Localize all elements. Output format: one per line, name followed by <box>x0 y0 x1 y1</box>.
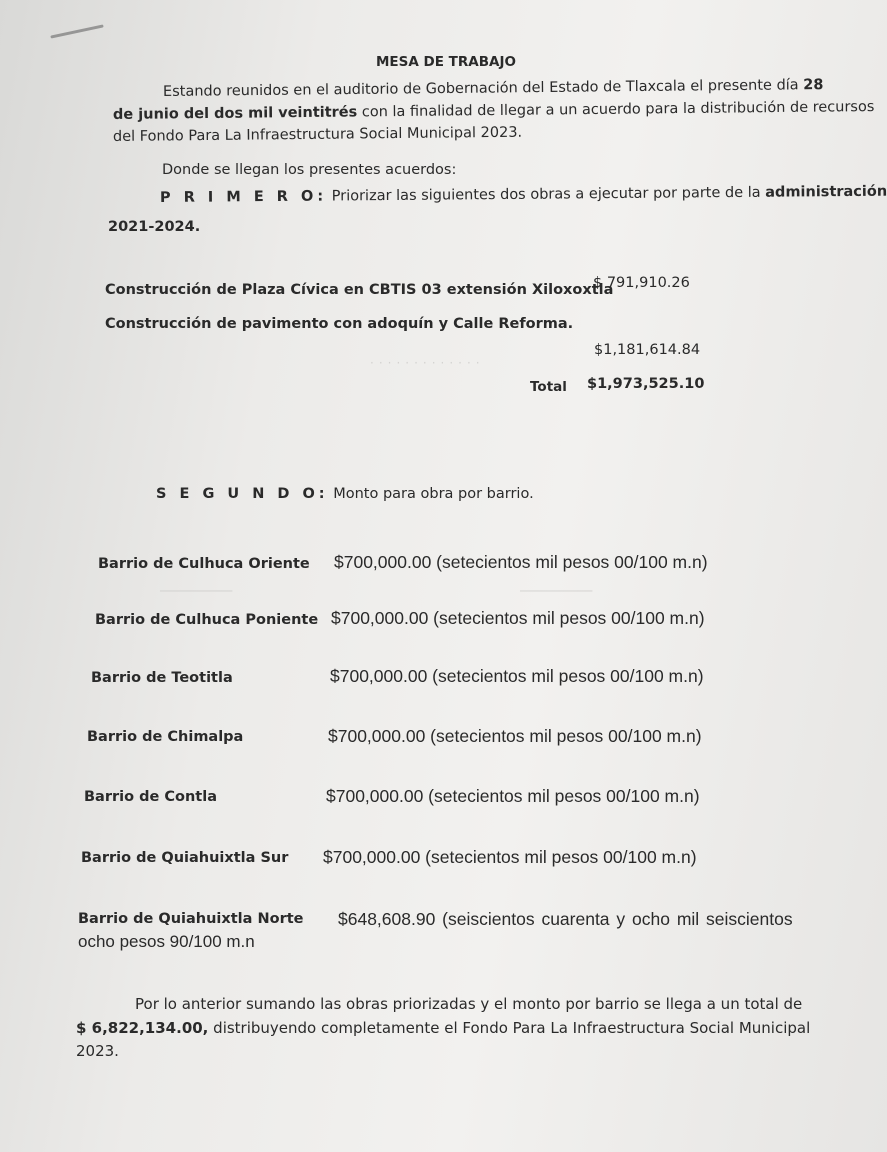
agreements-intro: Donde se llegan los presentes acuerdos: <box>162 162 457 178</box>
obra-amount: $1,181,614.84 <box>594 342 701 358</box>
primero-admin: administración <box>765 183 887 201</box>
primero-line <box>160 184 887 206</box>
intro-line-1 <box>163 77 824 100</box>
closing-total: $ 6,822,134.00, <box>76 1019 209 1037</box>
intro-day: 28 <box>803 77 824 94</box>
primero-text: Priorizar las siguientes dos obras a ejecutar por parte de la <box>331 184 761 205</box>
primero-label: P R I M E R O: <box>159 188 328 206</box>
barrio-amount: $648,608.90 (seiscientos cuarenta y ocho mil seiscientos <box>338 909 793 929</box>
barrio-name: Barrio de Culhuca Oriente <box>98 556 310 572</box>
page-title: MESA DE TRABAJO <box>376 54 516 70</box>
barrio-amount: $700,000.00 (setecientos mil pesos 00/100 m.n) <box>328 726 702 746</box>
intro-date: de junio del dos mil veintitrés <box>112 104 358 123</box>
closing-line-1: Por lo anterior sumando las obras priorizadas y el monto por barrio se llega a un total de <box>135 995 803 1013</box>
barrio-name: Barrio de Contla <box>84 789 217 805</box>
barrio-amount: $700,000.00 (setecientos mil pesos 00/100 m.n) <box>331 608 705 628</box>
closing-line-3: 2023. <box>76 1042 119 1060</box>
pen-mark <box>50 24 103 38</box>
bleed-through-mark: ············· <box>370 356 485 370</box>
barrio-amount: $700,000.00 (setecientos mil pesos 00/100 m.n) <box>326 786 700 806</box>
obra-amount: $ 791,910.26 <box>593 275 690 291</box>
closing-text: distribuyendo completamente el Fondo Para La Infraestructura Social Municipal <box>213 1019 811 1037</box>
bleed-through-mark: ────────── <box>160 584 233 598</box>
total-amount: $1,973,525.10 <box>587 376 705 392</box>
intro-line-2 <box>113 99 875 123</box>
barrio-name: Barrio de Culhuca Poniente <box>95 612 319 628</box>
barrio-name: Barrio de Teotitla <box>91 670 233 686</box>
barrio-amount-continued: ocho pesos 90/100 m.n <box>78 932 255 951</box>
obra-name: Construcción de pavimento con adoquín y Calle Reforma. <box>105 316 574 332</box>
bleed-through-mark: ────────── <box>520 584 593 598</box>
barrio-amount: $700,000.00 (setecientos mil pesos 00/100 m.n) <box>323 847 697 867</box>
obra-name: Construcción de Plaza Cívica en CBTIS 03 extensión Xiloxoxtla <box>105 282 614 298</box>
barrio-name: Barrio de Quiahuixtla Norte <box>78 911 304 927</box>
barrio-name: Barrio de Chimalpa <box>87 729 244 745</box>
closing-line-2 <box>76 1019 810 1037</box>
intro-text: Estando reunidos en el auditorio de Gobernación del Estado de Tlaxcala el presente día <box>162 77 799 100</box>
intro-line-3: del Fondo Para La Infraestructura Social Municipal 2023. <box>112 124 523 145</box>
barrio-amount: $700,000.00 (setecientos mil pesos 00/100 m.n) <box>334 552 708 572</box>
segundo-text: Monto para obra por barrio. <box>333 486 534 502</box>
segundo-label: S E G U N D O: <box>156 486 329 502</box>
barrio-name: Barrio de Quiahuixtla Sur <box>81 850 289 866</box>
primero-years: 2021-2024. <box>108 219 201 235</box>
total-label: Total <box>530 379 567 395</box>
barrio-amount: $700,000.00 (setecientos mil pesos 00/100 m.n) <box>330 666 704 686</box>
intro-text: con la finalidad de llegar a un acuerdo para la distribución de recursos <box>361 99 875 121</box>
segundo-line <box>156 486 534 502</box>
